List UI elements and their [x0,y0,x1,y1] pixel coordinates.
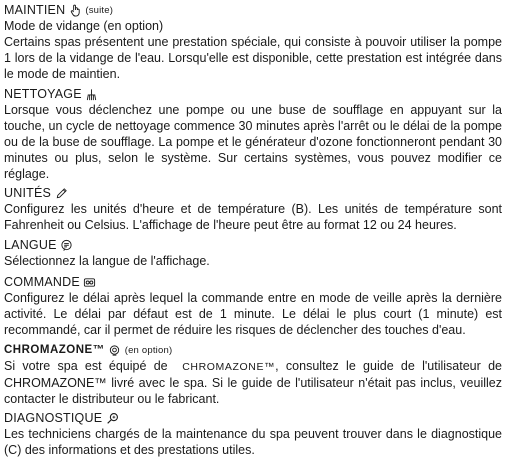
section-diagnostique [4,411,504,458]
section-nettoyage [4,87,504,182]
unites-title: UNITÉS [4,186,52,200]
magnifier-icon [105,412,119,426]
pencil-icon [54,187,68,201]
maintien-body: Certains spas présentent une prestation spéciale, qui consiste à pouvoir utiliser la pompe 1 lors de la vidange de l'eau. Lorsqu'elle est disponible, cette prestation est intégrée dans le mode de maintien. [4,35,502,81]
commande-title: COMMANDE [4,275,80,289]
langue-title: LANGUE [4,238,57,252]
unites-body: Configurez les unités d'heure et de température (B). Les unités de température sont Fahrenheit ou Celsius. L'affichage de l'heure peut être au format 12 ou 24 heures. [4,202,502,232]
chromazone-body [4,358,504,407]
nettoyage-heading [4,87,504,102]
panel-icon [83,276,97,290]
chromazone-title: CHROMAZONE™ [4,344,105,356]
langue-heading [4,238,504,253]
unites-heading [4,186,504,201]
chromazone-suffix: (en option) [124,345,173,356]
section-langue [4,238,504,269]
hand-pointer-icon [68,4,82,18]
chromazone-body-after: , consultez le guide de l'utilisateur de CHROMAZONE™ livré avec le spa. Si le guide de l'utilisateur n'était pas inclus, veuillez contacter le distributeur ou le fabricant. [4,359,502,406]
chromazone-brand-inline: CHROMAZONE™ [182,361,276,373]
commande-body: Configurez le délai après lequel la commande entre en mode de veille après la dernière activité. Le délai par défaut est de 1 minute. Le délai le plus court (1 minute) est recommandé, car il permet de réduire les risques de déclencher des touches d'eau. [4,291,502,337]
section-maintien [4,3,504,82]
maintien-heading [4,3,504,18]
chromazone-heading [4,343,504,358]
chromazone-body-before: Si votre spa est équipé de [4,359,168,373]
maintien-subtitle: Mode de vidange (en option) [4,19,164,33]
section-unites [4,186,504,233]
cleaning-icon [85,88,99,102]
commande-heading [4,275,504,290]
langue-body: Sélectionnez la langue de l'affichage. [4,254,210,268]
nettoyage-title: NETTOYAGE [4,87,82,101]
diagnostique-title: DIAGNOSTIQUE [4,411,103,425]
light-icon [108,344,122,358]
diagnostique-heading [4,411,504,426]
maintien-title: MAINTIEN [4,3,66,17]
nettoyage-body: Lorsque vous déclenchez une pompe ou une buse de soufflage en appuyant sur la touche, un cycle de nettoyage commence 30 minutes après l'arrêt ou le délai de la pompe ou de la buse de soufflage. La pompe et le générateur d'ozone fonctionneront pendant 30 minutes ou plus, selon le système. Sur certains systèmes, vous pouvez modifier ce réglage. [4,103,502,181]
maintien-suffix: (suite) [85,5,114,16]
speech-bubble-icon [60,239,74,253]
section-commande [4,275,504,338]
diagnostique-body: Les techniciens chargés de la maintenance du spa peuvent trouver dans le diagnostique (C) des informations et des prestations utiles. [4,427,502,457]
section-chromazone [4,343,504,407]
